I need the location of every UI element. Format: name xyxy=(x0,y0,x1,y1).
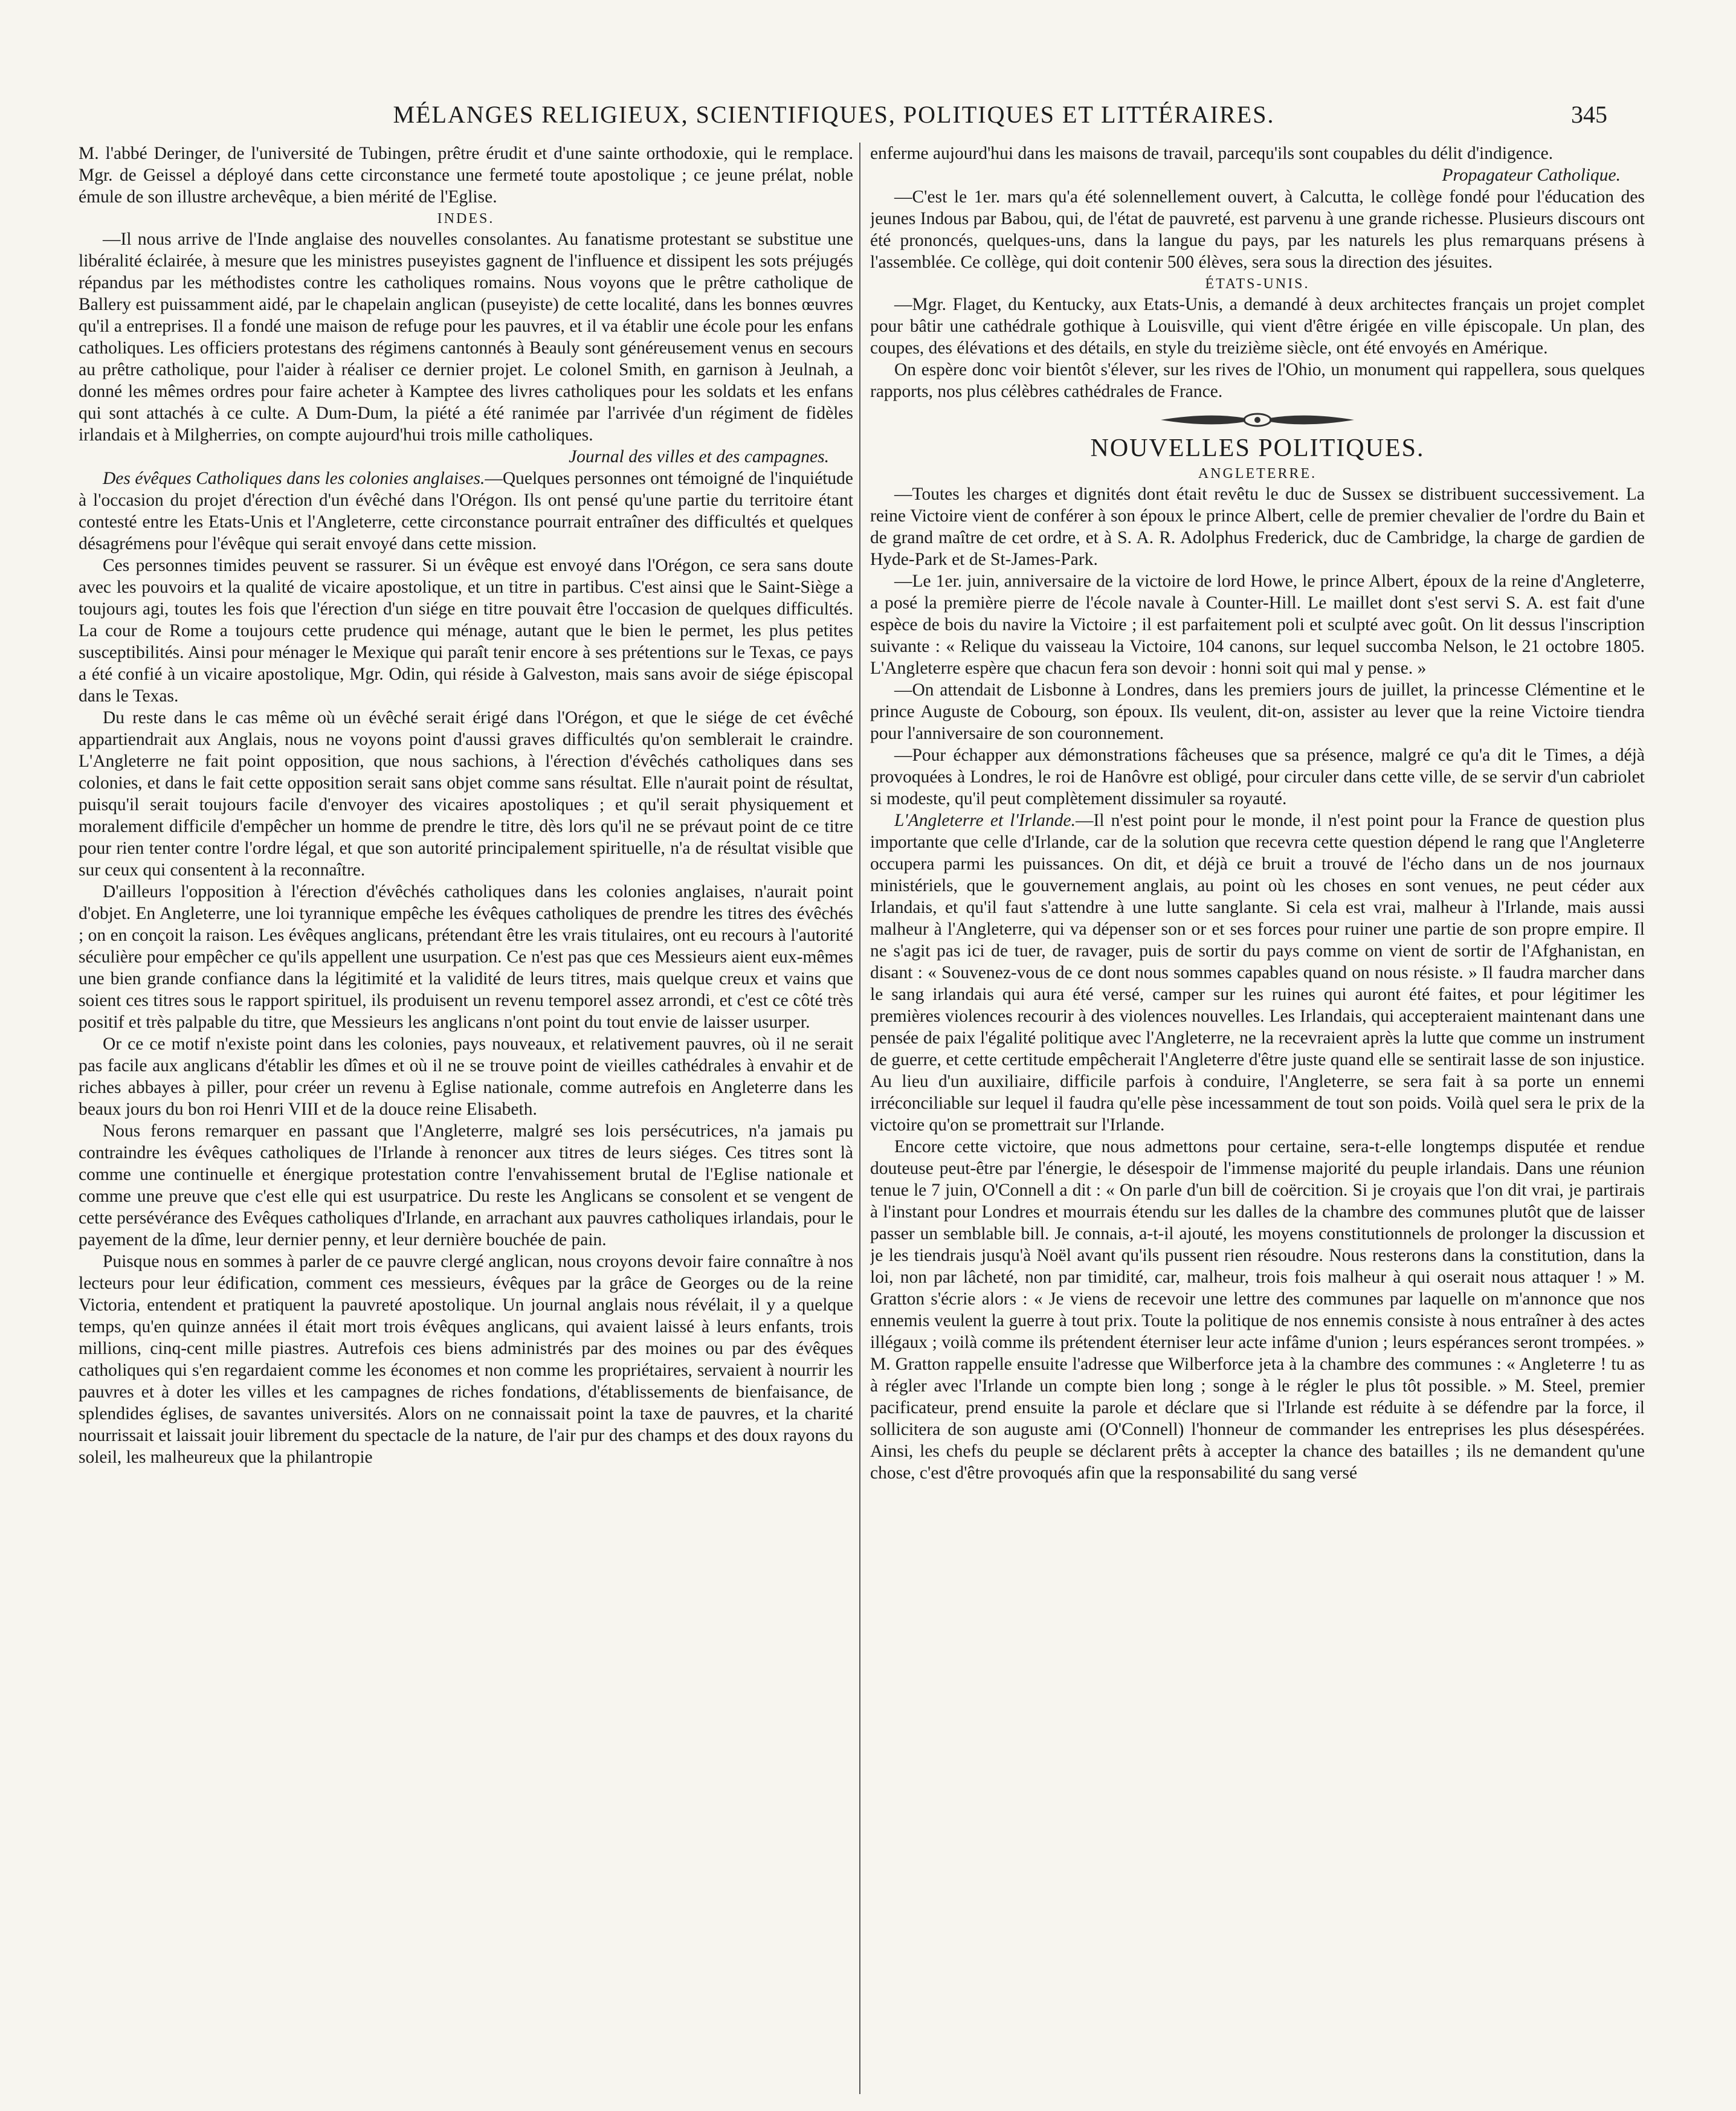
paragraph: —On attendait de Lisbonne à Londres, dans les premiers jours de juillet, la princesse Clémentine et le prince Auguste de Cobourg, son époux. Ils veulent, dit-on, assister au lever que la reine Victoire tiendra pour l'anniversaire de son couronnement. xyxy=(870,680,1645,743)
paragraph-continuation: M. l'abbé Deringer, de l'université de Tubingen, prêtre érudit et d'une sainte orthodoxie, qui le remplace. Mgr. de Geissel a déployé dans cette circonstance une fermeté toute apostolique ; ce jeune prélat, noble émule de son illustre archevêque, a bien mérité de l'Eglise. xyxy=(79,144,853,207)
paragraph: —Toutes les charges et dignités dont était revêtu le duc de Sussex se distribuent successivement. La reine Victoire vient de conférer à son époux le prince Albert, celle de premier chevalier de l'ordre du Bain et de grand maître de cet ordre, et à S. A. R. Adolphus Frederick, duc de Cambridge, la charge de gardien de Hyde-Park et de St-James-Park. xyxy=(870,485,1645,569)
article-runin-title: Des évêques Catholiques dans les colonies anglaises. xyxy=(103,469,485,488)
paragraph: —Pour échapper aux démonstrations fâcheuses que sa présence, malgré ce qu'a dit le Times, a déjà provoquées à Londres, le roi de Hanôvre est obligé, pour circuler dans cette ville, de se servir d'un cabriolet si modeste, qu'il peut complètement dissimuler sa royauté. xyxy=(870,746,1645,808)
paragraph: Ces personnes timides peuvent se rassurer. Si un évêque est envoyé dans l'Orégon, ce sera sans doute avec les pouvoirs et la qualité de vicaire apostolique, et un titre in partibus. C'est ainsi que le Saint-Siège a toujours agi, toutes les fois que l'érection d'un siége en titre pouvait être l'occasion de quelques difficultés. La cour de Rome a toujours cette prudence qui ménage, autant que le bien le permet, les plus petites susceptibilités. Ainsi pour ménager le Mexique qui paraît tenir encore à ses prétentions sur le Texas, ce pays a été confié à un vicaire apostolique, Mgr. Odin, qui réside à Galveston, mais sans avoir de siége épiscopal dans le Texas. xyxy=(79,556,853,706)
paragraph: On espère donc voir bientôt s'élever, sur les rives de l'Ohio, un monument qui rappellera, sous quelques rapports, nos plus célèbres cathédrales de France. xyxy=(870,360,1645,401)
paragraph-indes: —Il nous arrive de l'Inde anglaise des nouvelles consolantes. Au fanatisme protestant se substitue une libéralité éclairée, à mesure que les ministres puseyistes gagnent de l'influence et dissipent les sots préjugés répandus par les méthodistes contre les catholiques romains. Nous voyons que le prêtre catholique de Ballery est puissamment aidé, par le chapelain anglican (puseyiste) de cette localité, dans les bonnes œuvres qu'il a entreprises. Il a fondé une maison de refuge pour les pauvres, et il va établir une école pour les enfans catholiques. Les officiers protestans des régimens cantonnés à Beauly sont généreusement venus en secours au prêtre catholique, pour l'aider à réaliser ce dernier projet. Le colonel Smith, en garnison à Jeulnah, a donné les mêmes ordres pour faire acheter à Kamptee des livres catholiques pour les soldats et les enfans qui sont attachés à ce culte. A Dum-Dum, la piété a été ranimée par l'arrivée d'un régiment de fidèles irlandais et à Milgherries, on compte aujourd'hui trois mille catholiques. xyxy=(79,230,853,445)
paragraph-calcutta: —C'est le 1er. mars qu'a été solennellement ouvert, à Calcutta, le collège fondé pour l'éducation des jeunes Indous par Babou, qui, de l'état de pauvreté, est parvenu à une grande richesse. Plusieurs discours ont été prononcés, quelques-uns, dans la langue du pays, par les naturels les plus remarquans présens à l'assemblée. Ce collège, qui doit contenir 500 élèves, sera sous la direction des jésuites. xyxy=(870,187,1645,272)
paragraph: —Mgr. Flaget, du Kentucky, aux Etats-Unis, a demandé à deux architectes français un projet complet pour bâtir une cathédrale gothique à Louisville, qui vient d'être érigée en ville épiscopale. Un plan, des coupes, des élévations et des détails, en style du treizième siècle, ont été envoyés en Amérique. xyxy=(870,295,1645,358)
paragraph-eveques-intro xyxy=(79,468,853,555)
article-runin-title: L'Angleterre et l'Irlande. xyxy=(894,811,1076,830)
paragraph: —Le 1er. juin, anniversaire de la victoire de lord Howe, le prince Albert, époux de la reine d'Angleterre, a posé la première pierre de l'école navale à Counter-Hill. Le maillet dont s'est servi S. A. est fait d'une espèce de bois du navire la Victoire ; il est parfaitement poli et sculpté avec goût. On lit dessus l'inscription suivante : « Relique du vaisseau la Victoire, 104 canons, sur lequel succomba Nelson, le 21 octobre 1805. L'Angleterre espère que chacun fera son devoir : honni soit qui mal y pense. » xyxy=(870,572,1645,678)
paragraph: Puisque nous en sommes à parler de ce pauvre clergé anglican, nous croyons devoir faire connaître à nos lecteurs pour leur édification, comment ces messieurs, évêques par la grâce de Georges ou de la reine Victoria, entendent et pratiquent la pauvreté apostolique. Un journal anglais nous révélait, il y a quelque temps, qu'en quinze années il était mort trois évêques anglicans, qui avaient laissé à leurs enfants, trois millions, cinq-cent mille piastres. Autrefois ces biens administrés par des moines ou par des évêques catholiques qui s'en regardaient comme les économes et non comme les propriétaires, servaient à nourrir les pauvres et à doter les villes et les campagnes de riches fondations, d'établissements de bienfaisance, de splendides églises, de savantes universités. Alors on ne connaissait point la taxe de pauvres, et la charité nourrissait et laissait jouir librement du spectacle de la nature, de l'air pur des champs et des doux rayons du soleil, les malheureux que la philantropie xyxy=(79,1252,853,1467)
paragraph: Du reste dans le cas même où un évêché serait érigé dans l'Orégon, et que le siége de cet évêché appartiendrait aux Anglais, nous ne voyons point d'aussi graves difficultés qu'on semblerait le craindre. L'Angleterre ne fait point opposition, que nous sachions, à l'érection d'évêchés catholiques dans ses colonies, et dans le fait cette opposition serait sans objet comme sans résultat. Elle n'aurait point de résultat, puisqu'il serait toujours facile d'envoyer des vicaires apostoliques ; et qu'il serait physiquement et moralement difficile d'empêcher un homme de prendre le titre, dès lors qu'il ne se prévaut point de ce titre pour rien tenter contre l'ordre légal, et que son autorité principalement spirituelle, n'a de résultat visible que sur ceux qui consentent à la reconnaître. xyxy=(79,708,853,880)
left-column xyxy=(79,143,853,2093)
right-column xyxy=(870,143,1645,2093)
paragraph: Encore cette victoire, que nous admettons pour certaine, sera-t-elle longtemps disputée et rendue douteuse peut-être par l'énergie, le désespoir de l'immense majorité du peuple irlandais. Dans une réunion tenue le 7 juin, O'Connell a dit : « On parle d'un bill de coërcition. Si je croyais que l'on dit vrai, je partirais à l'instant pour Londres et mourrais étendu sur les dalles de la chambre des communes plutôt que de laisser passer un semblable bill. Je connais, a-t-il ajouté, les moyens constitutionnels de prolonger la discussion et je les tiendrais jusqu'à Noël avant qu'ils pussent rien résoudre. Nous resterons dans la constitution, dans la loi, non par lâcheté, non par timidité, car, malheur, trois fois malheur à qui oserait nous attaquer ! » M. Gratton s'écrie alors : « Je viens de recevoir une lettre des communes par laquelle on m'annonce que nos ennemis veulent la guerre à tout prix. Toute la politique de nos ennemis consiste à nous entraîner à des actes illégaux ; voilà comme ils prétendent éterniser leur acte infâme d'union ; leurs espérances seront trompées. » M. Gratton rappelle ensuite l'adresse que Wilberforce jeta à la chambre des communes : « Angleterre ! tu as à régler avec l'Irlande un compte bien long ; songe à le régler le plus tôt possible. » M. Steel, premier pacificateur, prend ensuite la parole et déclare que si l'Irlande est réduite à se défendre par la force, il sollicitera de son auguste ami (O'Connell) l'honneur de commander les entreprises les plus désespérées. Ainsi, les chefs du peuple se déclarent prêts à accepter la chance des batailles ; ils ne demandent qu'une chose, c'est d'être provoqués afin que la responsabilité du sang versé xyxy=(870,1137,1645,1483)
section-heading-indes: INDES. xyxy=(437,211,495,227)
paragraph-continuation: enferme aujourd'hui dans les maisons de travail, parcequ'ils sont coupables du délit d'indigence. xyxy=(870,144,1554,163)
section-heading-etats-unis: ÉTATS-UNIS. xyxy=(1205,276,1310,292)
paragraph: Or ce ce motif n'existe point dans les colonies, pays nouveaux, et relativement pauvres, où il ne serait pas facile aux anglicans d'établir les dîmes et où il ne se trouve point de vieilles cathédrales à envahir et de riches abbayes à piller, pour créer un revenu à Eglise nationale, comme autrefois en Angleterre dans les beaux jours du bon roi Henri VIII et de la douce reine Elisabeth. xyxy=(79,1034,853,1119)
source-citation: Propagateur Catholique. xyxy=(1442,166,1621,185)
section-heading-angleterre: ANGLETERRE. xyxy=(1198,466,1317,482)
page-number: 345 xyxy=(1571,101,1607,128)
decorative-ornament-divider xyxy=(870,410,1645,430)
source-citation: Journal des villes et des campagnes. xyxy=(569,447,829,466)
paragraph: D'ailleurs l'opposition à l'érection d'évêchés catholiques dans les colonies anglaises, n'aurait point d'objet. En Angleterre, une loi tyrannique empêche les évêques catholiques de prendre les titres des évêchés ; on en conçoit la raison. Les évêques anglicans, prétendant être les vrais titulaires, ont eu recours à l'autorité séculière pour empêcher ce qu'ils appellent une usurpation. Ce n'est pas que ces Messieurs aient eux-mêmes une bien grande confiance dans la légitimité et la validité de leurs titres, mais quelque creux et vains que soient ces titres sous le rapport spirituel, ils produisent un revenu temporel assez arrondi, et c'est ce côté très positif et très palpable du titre, que Messieurs les anglicans n'ont point du tout envie de laisser usurper. xyxy=(79,882,853,1032)
section-title-nouvelles-politiques: NOUVELLES POLITIQUES. xyxy=(1090,434,1425,462)
paragraph-text: —Il n'est point pour le monde, il n'est point pour la France de question plus importante que celle d'Irlande, car de la solution que recevra cette question dépend le rang que l'Angleterre occupera parmi les puissances. On dit, et déjà ce bruit a trouvé de l'écho dans un de nos journaux ministériels, que le gouvernement anglais, au point où les choses en sont venues, ne peut céder aux Irlandais, et qu'il faut s'attendre à une lutte sanglante. Si cela est vrai, malheur à l'Irlande, mais aussi malheur à l'Angleterre, qui va dépenser son or et ses forces pour ruiner une partie de son propre empire. Il ne s'agit pas ici de tuer, de ravager, puis de sortir du pays comme on vient de sortir de l'Afghanistan, en disant : « Souvenez-vous de ce dont nous sommes capables quand on nous résiste. » Il faudra marcher dans le sang irlandais qui aura été versé, camper sur les ruines qui auront été faites, et pour légitimer les premières violences recourir à des violences nouvelles. Les Irlandais, qui accepteraient maintenant dans une pensée de paix l'égalité politique avec l'Angleterre, ne la recevraient après la lutte que comme un instrument de guerre, et cette certitude empêcherait l'Angleterre d'être juste quand elle se sentirait lasse de son injustice. Au lieu d'un auxiliaire, difficile parfois à conduire, l'Angleterre, se sera fait à sa porte un ennemi irréconciliable sur lequel il faudra qu'elle pèse incessamment de tout son poids. Voilà quel sera le prix de la victoire qu'on se promettrait sur l'Irlande. xyxy=(870,811,1645,1135)
running-header-title: MÉLANGES RELIGIEUX, SCIENTIFIQUES, POLITIQUES ET LITTÉRAIRES. xyxy=(393,101,1275,128)
paragraph-text: —Quelques personnes ont témoigné de l'inquiétude à l'occasion du projet d'érection d'un évêché dans l'Orégon. Ils ont pensé qu'une partie du territoire étant contesté entre les Etats-Unis et l'Angleterre, cette circonstance pourrait entraîner des difficultés et quelques désagrémens pour l'évêque qui serait envoyé dans cette mission. xyxy=(79,469,853,553)
paragraph: Nous ferons remarquer en passant que l'Angleterre, malgré ses lois persécutrices, n'a jamais pu contraindre les évêques catholiques de l'Irlande à renoncer aux titres de leurs siéges. Ces titres sont là comme une continuelle et énergique protestation contre l'envahissement brutal de l'Eglise nationale et comme une preuve que c'est elle qui est usurpatrice. Du reste les Anglicans se consolent et se vengent de cette persévérance des Evêques catholiques d'Irlande, en arrachant aux pauvres catholiques irlandais, pour le payement de la dîme, leur dernier penny, et leur dernière bouchée de pain. xyxy=(79,1121,853,1249)
paragraph-irlande xyxy=(870,810,1645,1136)
column-divider xyxy=(859,143,860,2094)
